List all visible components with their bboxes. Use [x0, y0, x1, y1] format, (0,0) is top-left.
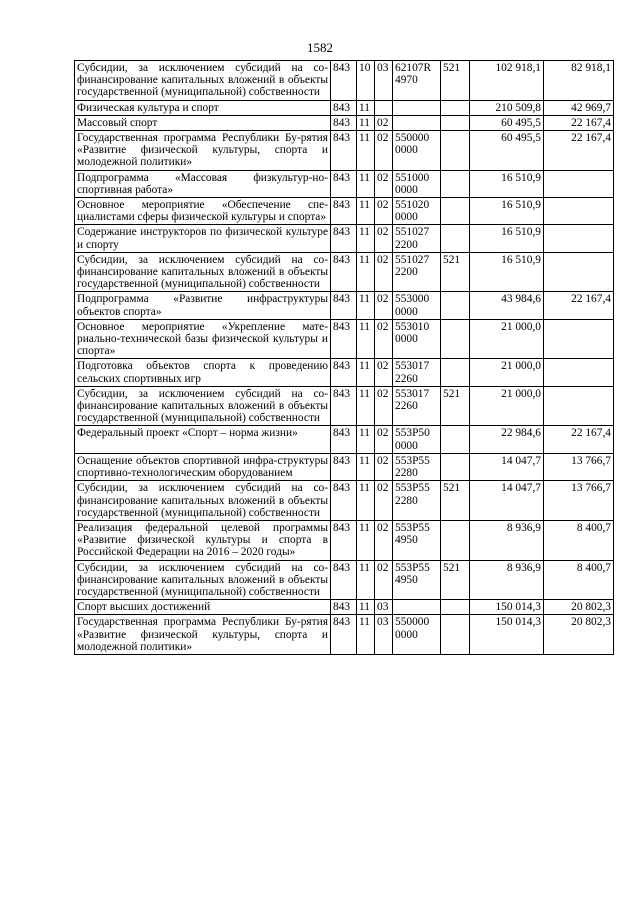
expense-type-cell: [441, 319, 470, 359]
table-row: [75, 225, 614, 252]
subsection-code-cell: 02: [375, 453, 393, 480]
ministry-code-cell: 843: [331, 170, 357, 197]
subsection-code-cell: 02: [375, 319, 393, 359]
table-row: [75, 292, 614, 319]
target-article-cell: 62107R 4970: [393, 61, 441, 101]
ministry-code-cell: 843: [331, 359, 357, 386]
amount-2-cell: 13 766,7: [544, 481, 614, 521]
expense-type-cell: [441, 292, 470, 319]
amount-1-cell: 16 510,9: [470, 225, 544, 252]
table-row: [75, 170, 614, 197]
row-name-cell: Основное мероприятие «Обеспечение спе-циалистами сферы физической культуры и спорта»: [75, 198, 331, 225]
target-article-cell: 553010 0000: [393, 319, 441, 359]
amount-2-cell: [544, 386, 614, 426]
subsection-code-cell: 02: [375, 131, 393, 171]
section-code-cell: 11: [357, 520, 375, 560]
ministry-code-cell: 843: [331, 560, 357, 600]
amount-2-cell: [544, 319, 614, 359]
row-name-cell: Субсидии, за исключением субсидий на со-финансирование капитальных вложений в объекты государственной (муниципальной) собственности: [75, 560, 331, 600]
target-article-cell: 551020 0000: [393, 198, 441, 225]
target-article-cell: 550000 0000: [393, 131, 441, 171]
subsection-code-cell: 02: [375, 426, 393, 453]
table-row: [75, 481, 614, 521]
ministry-code-cell: 843: [331, 386, 357, 426]
amount-2-cell: 42 969,7: [544, 100, 614, 115]
row-name-cell: Государственная программа Республики Бу-рятия «Развитие физической культуры, спорта и молодежной политики»: [75, 615, 331, 655]
section-code-cell: 11: [357, 252, 375, 292]
amount-1-cell: 21 000,0: [470, 386, 544, 426]
amount-2-cell: [544, 198, 614, 225]
table-row: [75, 520, 614, 560]
ministry-code-cell: 843: [331, 198, 357, 225]
expense-type-cell: 521: [441, 61, 470, 101]
expense-type-cell: [441, 115, 470, 130]
section-code-cell: 11: [357, 170, 375, 197]
subsection-code-cell: 02: [375, 252, 393, 292]
section-code-cell: 11: [357, 131, 375, 171]
target-article-cell: 553P55 4950: [393, 560, 441, 600]
table-row: [75, 359, 614, 386]
subsection-code-cell: 02: [375, 386, 393, 426]
amount-2-cell: [544, 225, 614, 252]
subsection-code-cell: 02: [375, 520, 393, 560]
subsection-code-cell: 02: [375, 560, 393, 600]
subsection-code-cell: 02: [375, 481, 393, 521]
target-article-cell: 551027 2200: [393, 225, 441, 252]
subsection-code-cell: 02: [375, 115, 393, 130]
amount-1-cell: 43 984,6: [470, 292, 544, 319]
amount-1-cell: 150 014,3: [470, 600, 544, 615]
ministry-code-cell: 843: [331, 100, 357, 115]
subsection-code-cell: 02: [375, 198, 393, 225]
ministry-code-cell: 843: [331, 615, 357, 655]
amount-2-cell: 82 918,1: [544, 61, 614, 101]
row-name-cell: Основное мероприятие «Укрепление мате-риально-технической базы физической культуры и спорта»: [75, 319, 331, 359]
row-name-cell: Федеральный проект «Спорт – норма жизни»: [75, 426, 331, 453]
target-article-cell: [393, 600, 441, 615]
table-row: [75, 131, 614, 171]
expense-type-cell: 521: [441, 252, 470, 292]
subsection-code-cell: 03: [375, 615, 393, 655]
expense-type-cell: [441, 100, 470, 115]
row-name-cell: Массовый спорт: [75, 115, 331, 130]
amount-2-cell: 22 167,4: [544, 131, 614, 171]
section-code-cell: 11: [357, 386, 375, 426]
subsection-code-cell: 02: [375, 359, 393, 386]
expense-type-cell: 521: [441, 386, 470, 426]
amount-1-cell: 21 000,0: [470, 359, 544, 386]
expense-type-cell: [441, 225, 470, 252]
amount-2-cell: 22 167,4: [544, 292, 614, 319]
expense-type-cell: 521: [441, 560, 470, 600]
amount-1-cell: 16 510,9: [470, 170, 544, 197]
amount-1-cell: 60 495,5: [470, 115, 544, 130]
amount-1-cell: 14 047,7: [470, 481, 544, 521]
expense-type-cell: [441, 426, 470, 453]
row-name-cell: Реализация федеральной целевой программы «Развитие физической культуры и спорта в Российской Федерации на 2016 – 2020 годы»: [75, 520, 331, 560]
amount-2-cell: [544, 359, 614, 386]
expense-type-cell: 521: [441, 481, 470, 521]
table-row: [75, 115, 614, 130]
section-code-cell: 11: [357, 600, 375, 615]
row-name-cell: Спорт высших достижений: [75, 600, 331, 615]
ministry-code-cell: 843: [331, 453, 357, 480]
ministry-code-cell: 843: [331, 292, 357, 319]
expense-type-cell: [441, 600, 470, 615]
section-code-cell: 11: [357, 100, 375, 115]
target-article-cell: 553P55 2280: [393, 453, 441, 480]
ministry-code-cell: 843: [331, 481, 357, 521]
row-name-cell: Субсидии, за исключением субсидий на со-финансирование капитальных вложений в объекты государственной (муниципальной) собственности: [75, 61, 331, 101]
budget-table: [74, 60, 614, 655]
ministry-code-cell: 843: [331, 252, 357, 292]
target-article-cell: [393, 115, 441, 130]
ministry-code-cell: 843: [331, 61, 357, 101]
amount-2-cell: [544, 252, 614, 292]
subsection-code-cell: 02: [375, 170, 393, 197]
subsection-code-cell: 02: [375, 292, 393, 319]
row-name-cell: Субсидии, за исключением субсидий на со-финансирование капитальных вложений в объекты государственной (муниципальной) собственности: [75, 481, 331, 521]
ministry-code-cell: 843: [331, 225, 357, 252]
target-article-cell: [393, 100, 441, 115]
ministry-code-cell: 843: [331, 131, 357, 171]
amount-1-cell: 60 495,5: [470, 131, 544, 171]
table-row: [75, 600, 614, 615]
row-name-cell: Субсидии, за исключением субсидий на со-финансирование капитальных вложений в объекты государственной (муниципальной) собственности: [75, 252, 331, 292]
target-article-cell: 553P55 2280: [393, 481, 441, 521]
ministry-code-cell: 843: [331, 520, 357, 560]
expense-type-cell: [441, 131, 470, 171]
page-number: 1582: [307, 40, 333, 55]
table-row: [75, 560, 614, 600]
table-row: [75, 61, 614, 101]
subsection-code-cell: 03: [375, 61, 393, 101]
section-code-cell: 10: [357, 61, 375, 101]
section-code-cell: 11: [357, 453, 375, 480]
section-code-cell: 11: [357, 292, 375, 319]
expense-type-cell: [441, 359, 470, 386]
section-code-cell: 11: [357, 359, 375, 386]
table-row: [75, 252, 614, 292]
row-name-cell: Подпрограмма «Массовая физкультур-но-спортивная работа»: [75, 170, 331, 197]
ministry-code-cell: 843: [331, 319, 357, 359]
row-name-cell: Подготовка объектов спорта к проведению сельских спортивных игр: [75, 359, 331, 386]
subsection-code-cell: [375, 100, 393, 115]
row-name-cell: Государственная программа Республики Бу-рятия «Развитие физической культуры, спорта и молодежной политики»: [75, 131, 331, 171]
row-name-cell: Подпрограмма «Развитие инфраструктуры объектов спорта»: [75, 292, 331, 319]
subsection-code-cell: 03: [375, 600, 393, 615]
table-row: [75, 100, 614, 115]
table-row: [75, 615, 614, 655]
row-name-cell: Субсидии, за исключением субсидий на со-финансирование капитальных вложений в объекты государственной (муниципальной) собственности: [75, 386, 331, 426]
amount-2-cell: 20 802,3: [544, 600, 614, 615]
subsection-code-cell: 02: [375, 225, 393, 252]
amount-1-cell: 8 936,9: [470, 520, 544, 560]
section-code-cell: 11: [357, 319, 375, 359]
expense-type-cell: [441, 520, 470, 560]
section-code-cell: 11: [357, 225, 375, 252]
target-article-cell: 553017 2260: [393, 386, 441, 426]
amount-1-cell: 21 000,0: [470, 319, 544, 359]
amount-2-cell: 13 766,7: [544, 453, 614, 480]
ministry-code-cell: 843: [331, 600, 357, 615]
target-article-cell: 553P50 0000: [393, 426, 441, 453]
amount-1-cell: 102 918,1: [470, 61, 544, 101]
target-article-cell: 551027 2200: [393, 252, 441, 292]
section-code-cell: 11: [357, 198, 375, 225]
amount-2-cell: 22 167,4: [544, 426, 614, 453]
expense-type-cell: [441, 170, 470, 197]
expense-type-cell: [441, 615, 470, 655]
amount-1-cell: 8 936,9: [470, 560, 544, 600]
target-article-cell: 551000 0000: [393, 170, 441, 197]
ministry-code-cell: 843: [331, 115, 357, 130]
ministry-code-cell: 843: [331, 426, 357, 453]
table-row: [75, 386, 614, 426]
table-row: [75, 426, 614, 453]
amount-2-cell: 8 400,7: [544, 560, 614, 600]
table-row: [75, 319, 614, 359]
target-article-cell: 553017 2260: [393, 359, 441, 386]
target-article-cell: 553P55 4950: [393, 520, 441, 560]
row-name-cell: Физическая культура и спорт: [75, 100, 331, 115]
section-code-cell: 11: [357, 615, 375, 655]
section-code-cell: 11: [357, 560, 375, 600]
table-row: [75, 453, 614, 480]
section-code-cell: 11: [357, 481, 375, 521]
target-article-cell: 550000 0000: [393, 615, 441, 655]
table-row: [75, 198, 614, 225]
expense-type-cell: [441, 453, 470, 480]
section-code-cell: 11: [357, 426, 375, 453]
amount-1-cell: 16 510,9: [470, 198, 544, 225]
amount-1-cell: 150 014,3: [470, 615, 544, 655]
amount-1-cell: 16 510,9: [470, 252, 544, 292]
section-code-cell: 11: [357, 115, 375, 130]
target-article-cell: 553000 0000: [393, 292, 441, 319]
row-name-cell: Содержание инструкторов по физической культуре и спорту: [75, 225, 331, 252]
amount-1-cell: 14 047,7: [470, 453, 544, 480]
budget-table-body: [75, 61, 614, 655]
amount-2-cell: 8 400,7: [544, 520, 614, 560]
expense-type-cell: [441, 198, 470, 225]
amount-2-cell: 20 802,3: [544, 615, 614, 655]
amount-1-cell: 22 984,6: [470, 426, 544, 453]
amount-2-cell: 22 167,4: [544, 115, 614, 130]
amount-1-cell: 210 509,8: [470, 100, 544, 115]
row-name-cell: Оснащение объектов спортивной инфра-структуры спортивно-технологическим оборудованием: [75, 453, 331, 480]
amount-2-cell: [544, 170, 614, 197]
